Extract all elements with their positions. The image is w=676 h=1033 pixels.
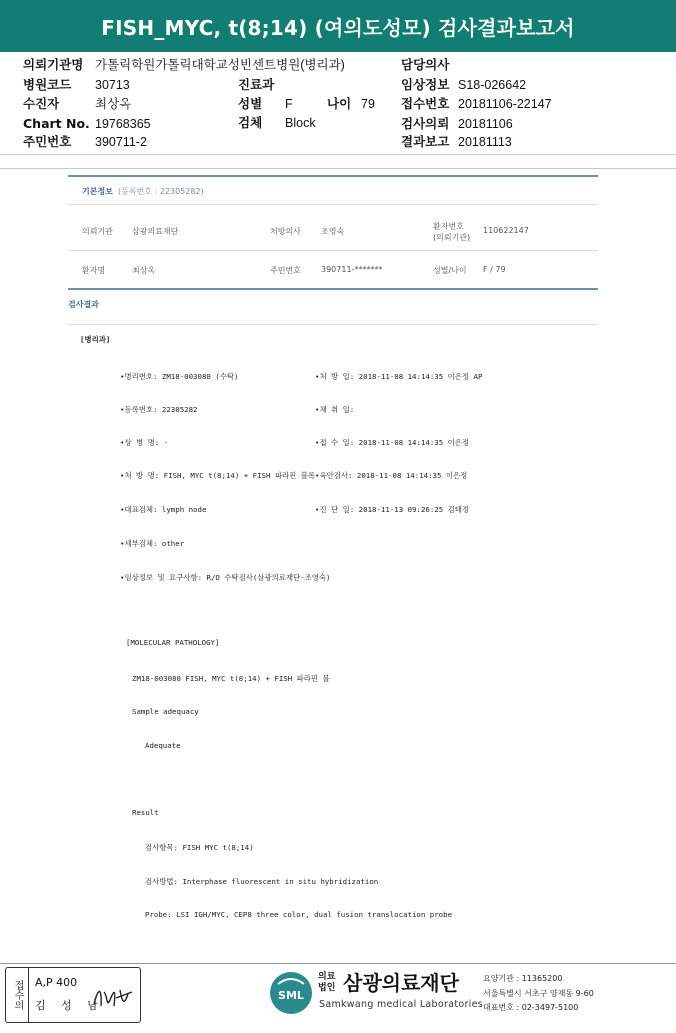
- age-value: 79: [361, 97, 375, 111]
- result-rule: [68, 288, 598, 290]
- sex-label: 성별: [238, 96, 263, 111]
- row-left-6: •임상정보 및 요구사항: R/O 수탁검사(삼광의료재단-조영숙): [120, 573, 331, 582]
- signature-box: [5, 967, 141, 1023]
- row-right-0: •처 방 일: 2018-11-08 14:14:35 이은정 AP: [315, 372, 483, 381]
- resident-value: 390711-2: [95, 135, 147, 149]
- footer-separator: [0, 963, 676, 964]
- report-date-label: 결과보고: [401, 134, 450, 149]
- care-code: 요양기관 : 11365200: [483, 974, 563, 983]
- chart-label: Chart No.: [23, 116, 90, 131]
- specimen-label: 검체: [238, 115, 263, 130]
- chart-value: 19768365: [95, 117, 151, 131]
- corp-type: [318, 972, 335, 994]
- hospital-code-value: 30713: [95, 78, 130, 92]
- req-org-value: 삼광의료재단: [132, 227, 179, 236]
- row-right-2: •접 수 일: 2018-11-08 14:14:35 이은정: [315, 438, 470, 447]
- clinical-value: S18-026642: [458, 78, 527, 92]
- req-org-label: 의뢰기관: [82, 227, 113, 236]
- prescriber-label: 처방의사: [270, 227, 301, 236]
- header-separator: [0, 154, 676, 155]
- report-title: FISH_MYC, t(8;14) (여의도성모) 검사결과보고서: [0, 0, 676, 52]
- row-left-4: •대표검체: lymph node: [120, 505, 207, 514]
- patient-no-label-2: (의뢰기관): [433, 233, 471, 242]
- row-right-1: •채 취 일:: [315, 405, 355, 414]
- patient-name-label: 환자명: [82, 266, 106, 275]
- clinical-label: 임상정보: [401, 77, 450, 92]
- adequate: Adequate: [145, 741, 181, 750]
- resident-value-2: 390711-*******: [321, 265, 383, 274]
- address: 서울특별시 서초구 양재동 9-60: [483, 989, 594, 998]
- divider: [68, 250, 598, 251]
- org-name-en: Samkwang medical Laboratories: [319, 999, 484, 1010]
- doctor-label: 담당의사: [401, 57, 450, 72]
- request-value: 20181106: [458, 117, 513, 131]
- handwritten-signature-icon: [92, 982, 136, 1012]
- sex-age-label: 성별/나이: [433, 266, 467, 275]
- row-right-3: •육안검사: 2018-11-08 14:14:35 이은정: [315, 471, 468, 480]
- requester-label: 의뢰기관명: [23, 57, 84, 72]
- sex-value: F: [285, 97, 293, 111]
- requester-value: 가톨릭학원가톨릭대학교성빈센트병원(병리과): [95, 58, 345, 72]
- row-left-5: •세부검체: other: [120, 539, 185, 548]
- prescriber-value: 조영숙: [321, 227, 345, 236]
- receipt-value: 20181106-22147: [458, 97, 552, 111]
- divider: [68, 324, 598, 325]
- patient-label: 수진자: [23, 96, 60, 111]
- sample-adequacy: Sample adequacy: [132, 707, 199, 716]
- patient-value: 최상옥: [95, 97, 132, 111]
- dept-label: 진료과: [238, 77, 275, 92]
- patient-name-value: 최상옥: [132, 266, 156, 275]
- corp-type-2: 법인: [318, 983, 336, 993]
- result-heading: Result: [132, 808, 159, 817]
- resident-label-2: 주민번호: [270, 266, 301, 275]
- row-left-0: •병리번호: ZM18-003080 (수탁): [120, 372, 239, 381]
- patient-no-label-1: 환자번호: [433, 222, 464, 231]
- specimen-value: Block: [285, 116, 316, 130]
- test-item: 검사항목: FISH MYC t(8;14): [145, 843, 254, 852]
- logo-text: SML: [278, 989, 304, 1002]
- sml-logo-icon: [268, 970, 314, 1016]
- divider: [68, 204, 598, 205]
- org-name: 삼광의료재단: [343, 971, 459, 995]
- basic-info-reg: (등록번호 : 22305282): [118, 187, 204, 196]
- hospital-code-label: 병원코드: [23, 77, 72, 92]
- basic-info-rule: [68, 175, 598, 177]
- row-left-3: •처 방 명: FISH, MYC t(8;14) + FISH 파라핀 블록: [120, 471, 316, 480]
- probe: Probe: LSI IGH/MYC, CEP8 three color, dual fusion translocation probe: [145, 910, 453, 919]
- row-left-1: •등록번호: 22305282: [120, 405, 198, 414]
- row-right-4: •진 단 일: 2018-11-13 09:26:25 김태정: [315, 505, 470, 514]
- report-body: [0, 160, 676, 960]
- result-title: 검사결과: [68, 300, 99, 309]
- signature-code: A,P 400: [35, 976, 78, 989]
- resident-label: 주민번호: [23, 134, 72, 149]
- basic-info-title: 기본정보: [82, 187, 113, 196]
- test-method: 검사방법: Interphase fluorescent in situ hybridization: [145, 877, 379, 886]
- corp-type-1: 의료: [318, 972, 336, 982]
- signature-name: 김 성 남: [35, 999, 104, 1012]
- mol-heading: [MOLECULAR PATHOLOGY]: [126, 638, 220, 647]
- age-label: 나이: [327, 96, 352, 111]
- request-label: 검사의뢰: [401, 116, 450, 131]
- phone: 대표번호 : 02-3497-5100: [483, 1003, 579, 1012]
- signature-label: 접수의: [6, 968, 29, 1022]
- report-date-value: 20181113: [458, 135, 512, 149]
- mol-line: ZM18-003080 FISH, MYC t(8;14) + FISH 파라핀 블: [132, 674, 330, 683]
- receipt-label: 접수번호: [401, 96, 450, 111]
- dept-heading: [병리과]: [80, 335, 111, 344]
- patient-no-value: 110622147: [483, 226, 529, 235]
- row-left-2: •상 병 명: -: [120, 438, 169, 447]
- sex-age-value: F / 79: [483, 265, 506, 274]
